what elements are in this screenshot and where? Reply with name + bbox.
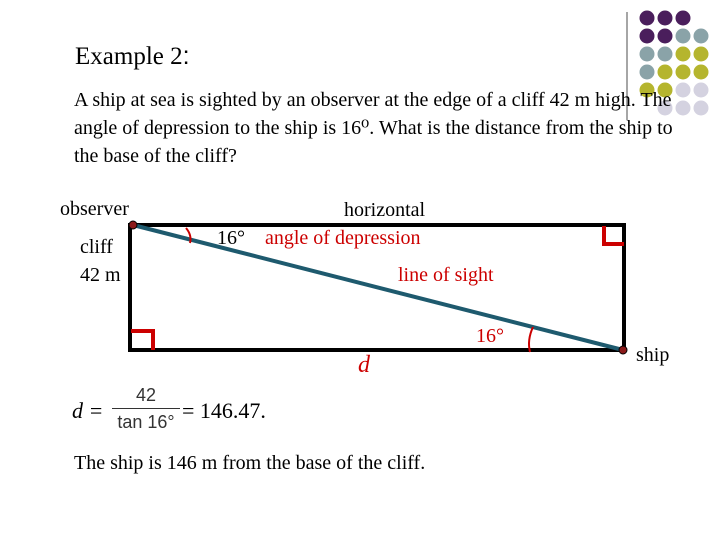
right-angle-marker-bottom	[131, 331, 153, 350]
observer-label: observer	[60, 198, 129, 220]
fraction-numerator: 42	[135, 385, 157, 405]
distance-d-label: d	[358, 352, 370, 378]
fraction-bar	[112, 408, 180, 409]
right-angle-marker-top	[604, 226, 624, 244]
angle-of-depression-label: angle of depression	[265, 227, 421, 249]
observer-point	[129, 221, 137, 229]
fraction-denominator: tan 16°	[117, 412, 175, 432]
line-of-sight-label: line of sight	[398, 264, 494, 286]
solution-conclusion: The ship is 146 m from the base of the cliff.	[74, 452, 426, 474]
angle-bottom-label: 16°	[476, 325, 504, 347]
solution-lhs: d =	[72, 398, 104, 423]
ship-label: ship	[636, 344, 670, 366]
example-title-colon: :	[182, 42, 190, 70]
cliff-label: cliff	[80, 236, 113, 258]
cliff-height-label: 42 m	[80, 264, 121, 286]
angle-top-label: 16°	[217, 227, 245, 249]
horizontal-label: horizontal	[344, 199, 426, 221]
ship-point	[619, 346, 627, 354]
problem-statement: A ship at sea is sighted by an observer at the edge of a cliff 42 m high. The angle of depression to the ship is 16⁰. What is the distance from the ship to the base of the cliff?	[74, 89, 673, 167]
solution-fraction	[112, 384, 180, 433]
solution-result: = 146.47.	[182, 398, 266, 423]
example-title-label: Example 2	[75, 43, 183, 70]
